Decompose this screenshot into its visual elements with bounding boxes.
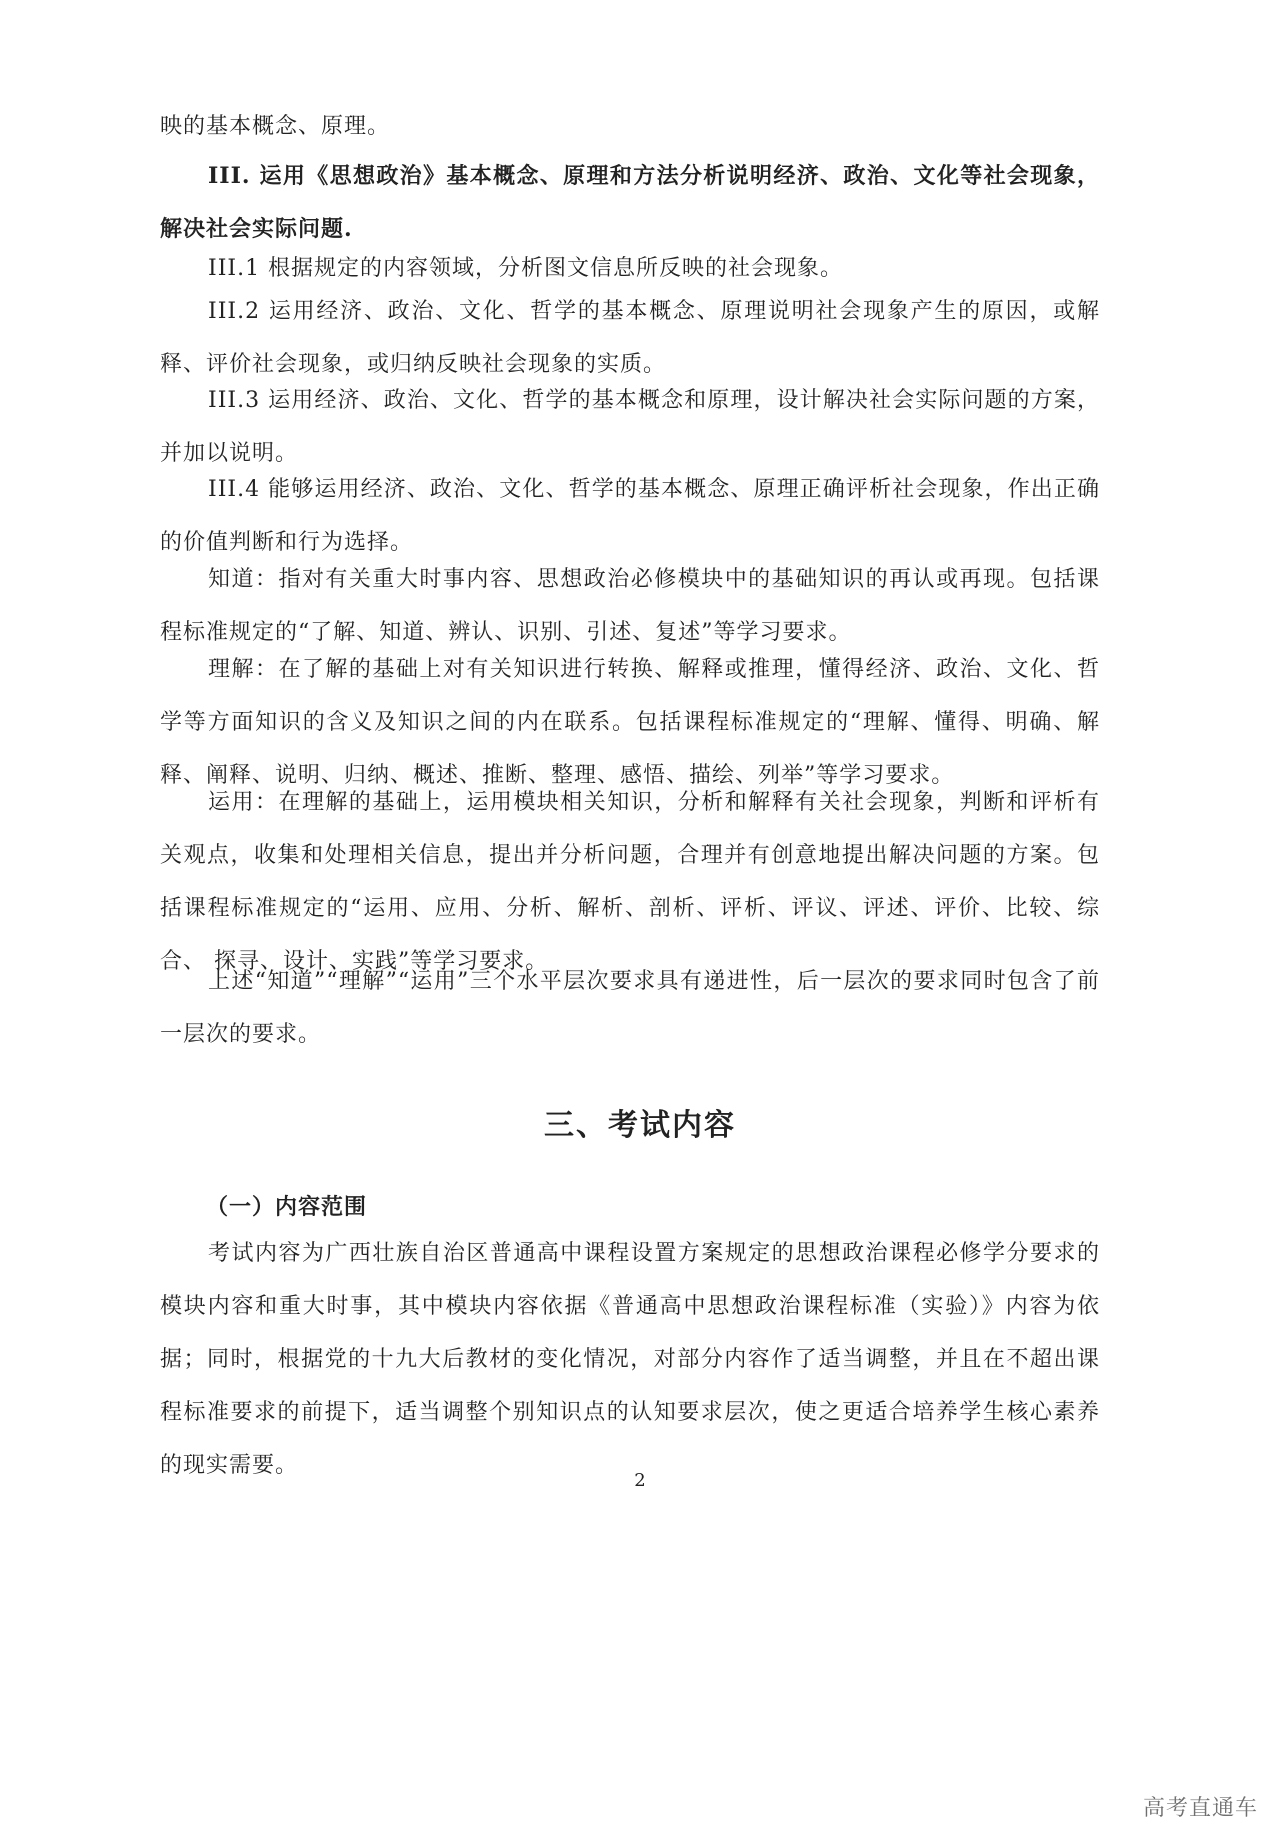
levels-summary: 上述“知道”“理解”“运用”三个水平层次要求具有递进性，后一层次的要求同时包含了前一层次的要求。 [160,969,1100,1047]
definition-apply: 运用：在理解的基础上，运用模块相关知识，分析和解释有关社会现象，判断和评析有关观点，收集和处理相关信息，提出并分析问题，合理并有创意地提出解决问题的方案。包括课程标准规定的“运用、应用、分析、解析、剖析、评析、评议、评述、评价、比较、综合、 探寻、设计、实践”等学习要求。 [160,790,1100,974]
requirement-iii-heading: III. 运用《思想政治》基本概念、原理和方法分析说明经济、政治、文化等社会现象，解决社会实际问题. [160,163,1100,242]
requirement-iii-3: III.3 运用经济、政治、文化、哲学的基本概念和原理，设计解决社会实际问题的方案，并加以说明。 [160,388,1100,466]
requirement-iii-1: III.1 根据规定的内容领域，分析图文信息所反映的社会现象。 [208,256,844,281]
requirement-iii-4: III.4 能够运用经济、政治、文化、哲学的基本概念、原理正确评析社会现象，作出正确的价值判断和行为选择。 [160,477,1100,555]
definition-know: 知道：指对有关重大时事内容、思想政治必修模块中的基础知识的再认或再现。包括课程标准规定的“了解、知道、辨认、识别、引述、复述”等学习要求。 [160,567,1100,645]
section-body: 考试内容为广西壮族自治区普通高中课程设置方案规定的思想政治课程必修学分要求的模块内容和重大时事，其中模块内容依据《普通高中思想政治课程标准（实验）》内容为依据；同时，根据党的十九大后教材的变化情况，对部分内容作了适当调整，并且在不超出课程标准要求的前提下，适当调整个别知识点的认知要求层次，使之更适合培养学生核心素养的现实需要。 [160,1241,1100,1478]
section-title: 三、考试内容 [544,1108,736,1143]
subsection-title: （一）内容范围 [206,1194,368,1220]
page-number: 2 [634,1470,646,1491]
watermark: 高考直通车 [1142,1796,1258,1821]
paragraph-continuation: 映的基本概念、原理。 [160,114,391,139]
requirement-iii-2: III.2 运用经济、政治、文化、哲学的基本概念、原理说明社会现象产生的原因，或解释、评价社会现象，或归纳反映社会现象的实质。 [160,299,1100,377]
definition-understand: 理解：在了解的基础上对有关知识进行转换、解释或推理，懂得经济、政治、文化、哲学等方面知识的含义及知识之间的内在联系。包括课程标准规定的“理解、懂得、明确、解释、阐释、说明、归纳、概述、推断、整理、感悟、描绘、列举”等学习要求。 [160,657,1100,788]
